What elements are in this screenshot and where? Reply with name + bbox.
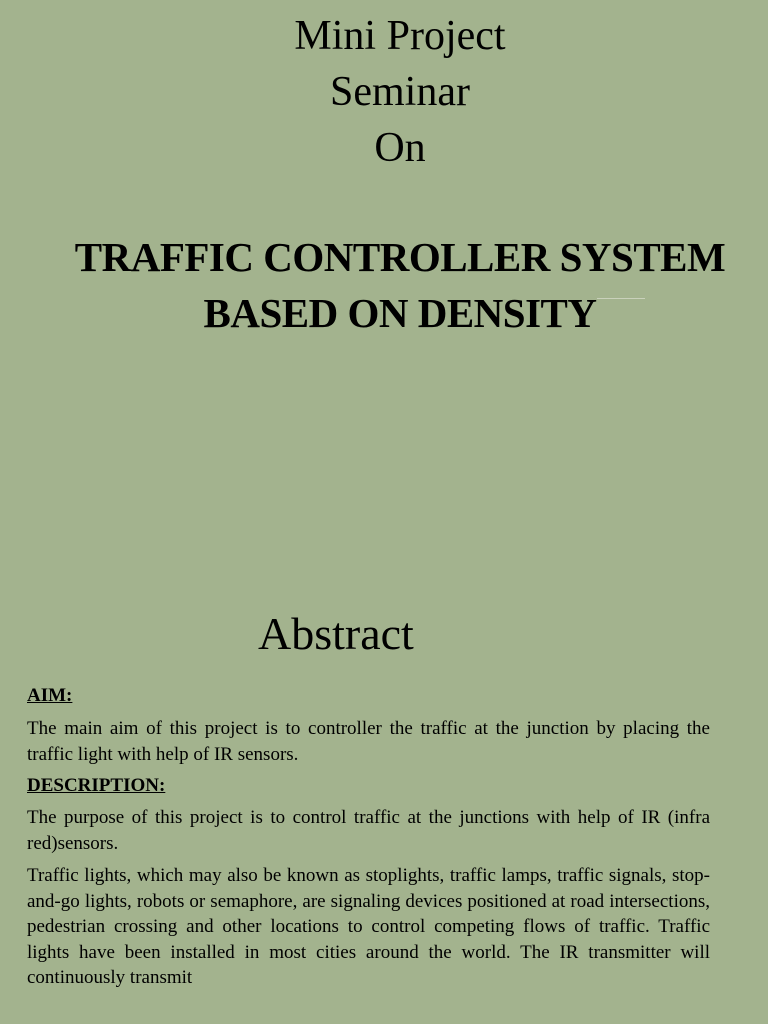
abstract-heading: Abstract	[258, 608, 414, 659]
aim-label: AIM:	[27, 685, 73, 706]
description-label: DESCRIPTION:	[27, 775, 166, 796]
intro-line-on: On	[374, 125, 426, 171]
description-paragraph-1: The purpose of this project is to control traffic at the junctions with help of IR (infra red)sensors.	[27, 807, 710, 854]
project-title-line-2: BASED ON DENSITY	[203, 290, 597, 336]
description-paragraph-2: Traffic lights, which may also be known as stoplights, traffic lamps, traffic signals, stop-and-go lights, robots or semaphore, are signaling devices positioned at road intersections, pedestrian crossing and other locations to control competing flows of traffic. Traffic lights have been installed in most cities around the world. The IR transmitter will continuously transmit	[27, 865, 710, 988]
project-title-line-1: TRAFFIC CONTROLLER SYSTEM	[74, 234, 726, 280]
intro-line-seminar: Seminar	[330, 69, 470, 115]
aim-text: The main aim of this project is to controller the traffic at the junction by placing the traffic light with help of IR sensors.	[27, 718, 710, 765]
intro-line-mini-project: Mini Project	[294, 13, 506, 59]
abstract-slide	[0, 560, 768, 1024]
decorative-dash	[597, 298, 645, 299]
